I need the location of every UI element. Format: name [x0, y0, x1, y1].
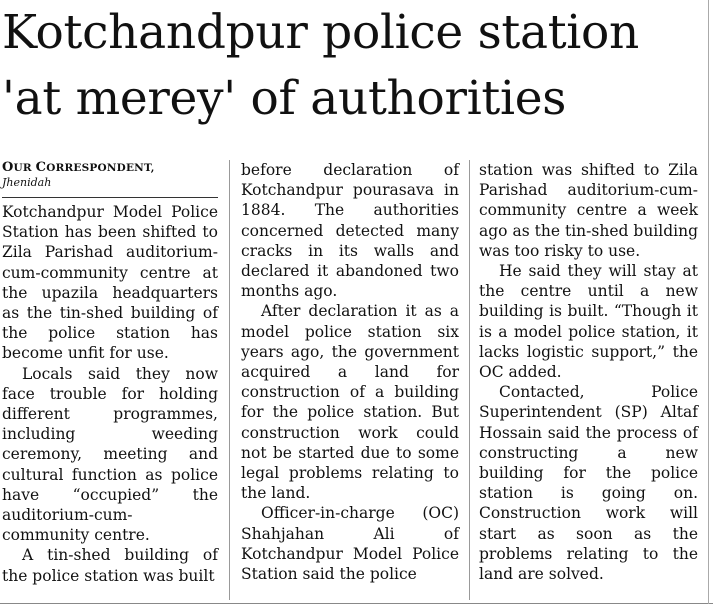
article-column-1 [2, 160, 218, 586]
paragraph: Kotchandpur Model Police Station has been shifted to Zila Parishad auditorium-cum-community centre at the upazila headquarters as the tin-shed building of the police station has become unfit for use. [2, 203, 218, 363]
paragraph: Locals said they now face trouble for holding different programmes, including weeding ceremony, meeting and cultural function as police have “occupied” the auditorium-cum-community centre. [2, 364, 218, 545]
article-column-3 [479, 160, 698, 584]
headline-line-1: Kotchandpur police station [2, 5, 640, 60]
paragraph: station was shifted to Zila Parishad auditorium-cum-community centre a week ago as the tin-shed building was too risky to use. [479, 161, 698, 260]
page-right-edge [708, 0, 709, 604]
paragraph: Officer-in-charge (OC) Shahjahan Ali of Kotchandpur Model Police Station said the police [241, 504, 459, 584]
column-divider-2 [469, 160, 470, 600]
paragraph: A tin-shed building of the police station was built [2, 546, 218, 585]
bottom-rule [0, 603, 713, 604]
headline-line-2: 'at merey' of authorities [2, 71, 567, 126]
byline-dateline: Jhenidah [2, 176, 52, 189]
paragraph: He said they will stay at the centre until a new building is built. “Though it is a model police station, it lacks logistic support,” the OC added. [479, 262, 698, 382]
column-divider-1 [229, 160, 230, 600]
paragraph: before declaration of Kotchandpur pourasava in 1884. The authorities concerned detected many cracks in its walls and declared it abandoned two months ago. [241, 161, 459, 301]
headline [2, 0, 710, 132]
article-column-2 [241, 160, 459, 584]
paragraph: Contacted, Police Superintendent (SP) Altaf Hossain said the process of constructing a new building for the police station is going on. Construction work will start as soon as the problems relating to the land are solved. [479, 383, 698, 584]
paragraph: After declaration it as a model police station six years ago, the government acquired a land for construction of a building for the police station. But construction work could not be started due to some legal problems relating to the land. [241, 302, 459, 503]
byline-author: OUR CORRESPONDENT, [2, 160, 155, 175]
